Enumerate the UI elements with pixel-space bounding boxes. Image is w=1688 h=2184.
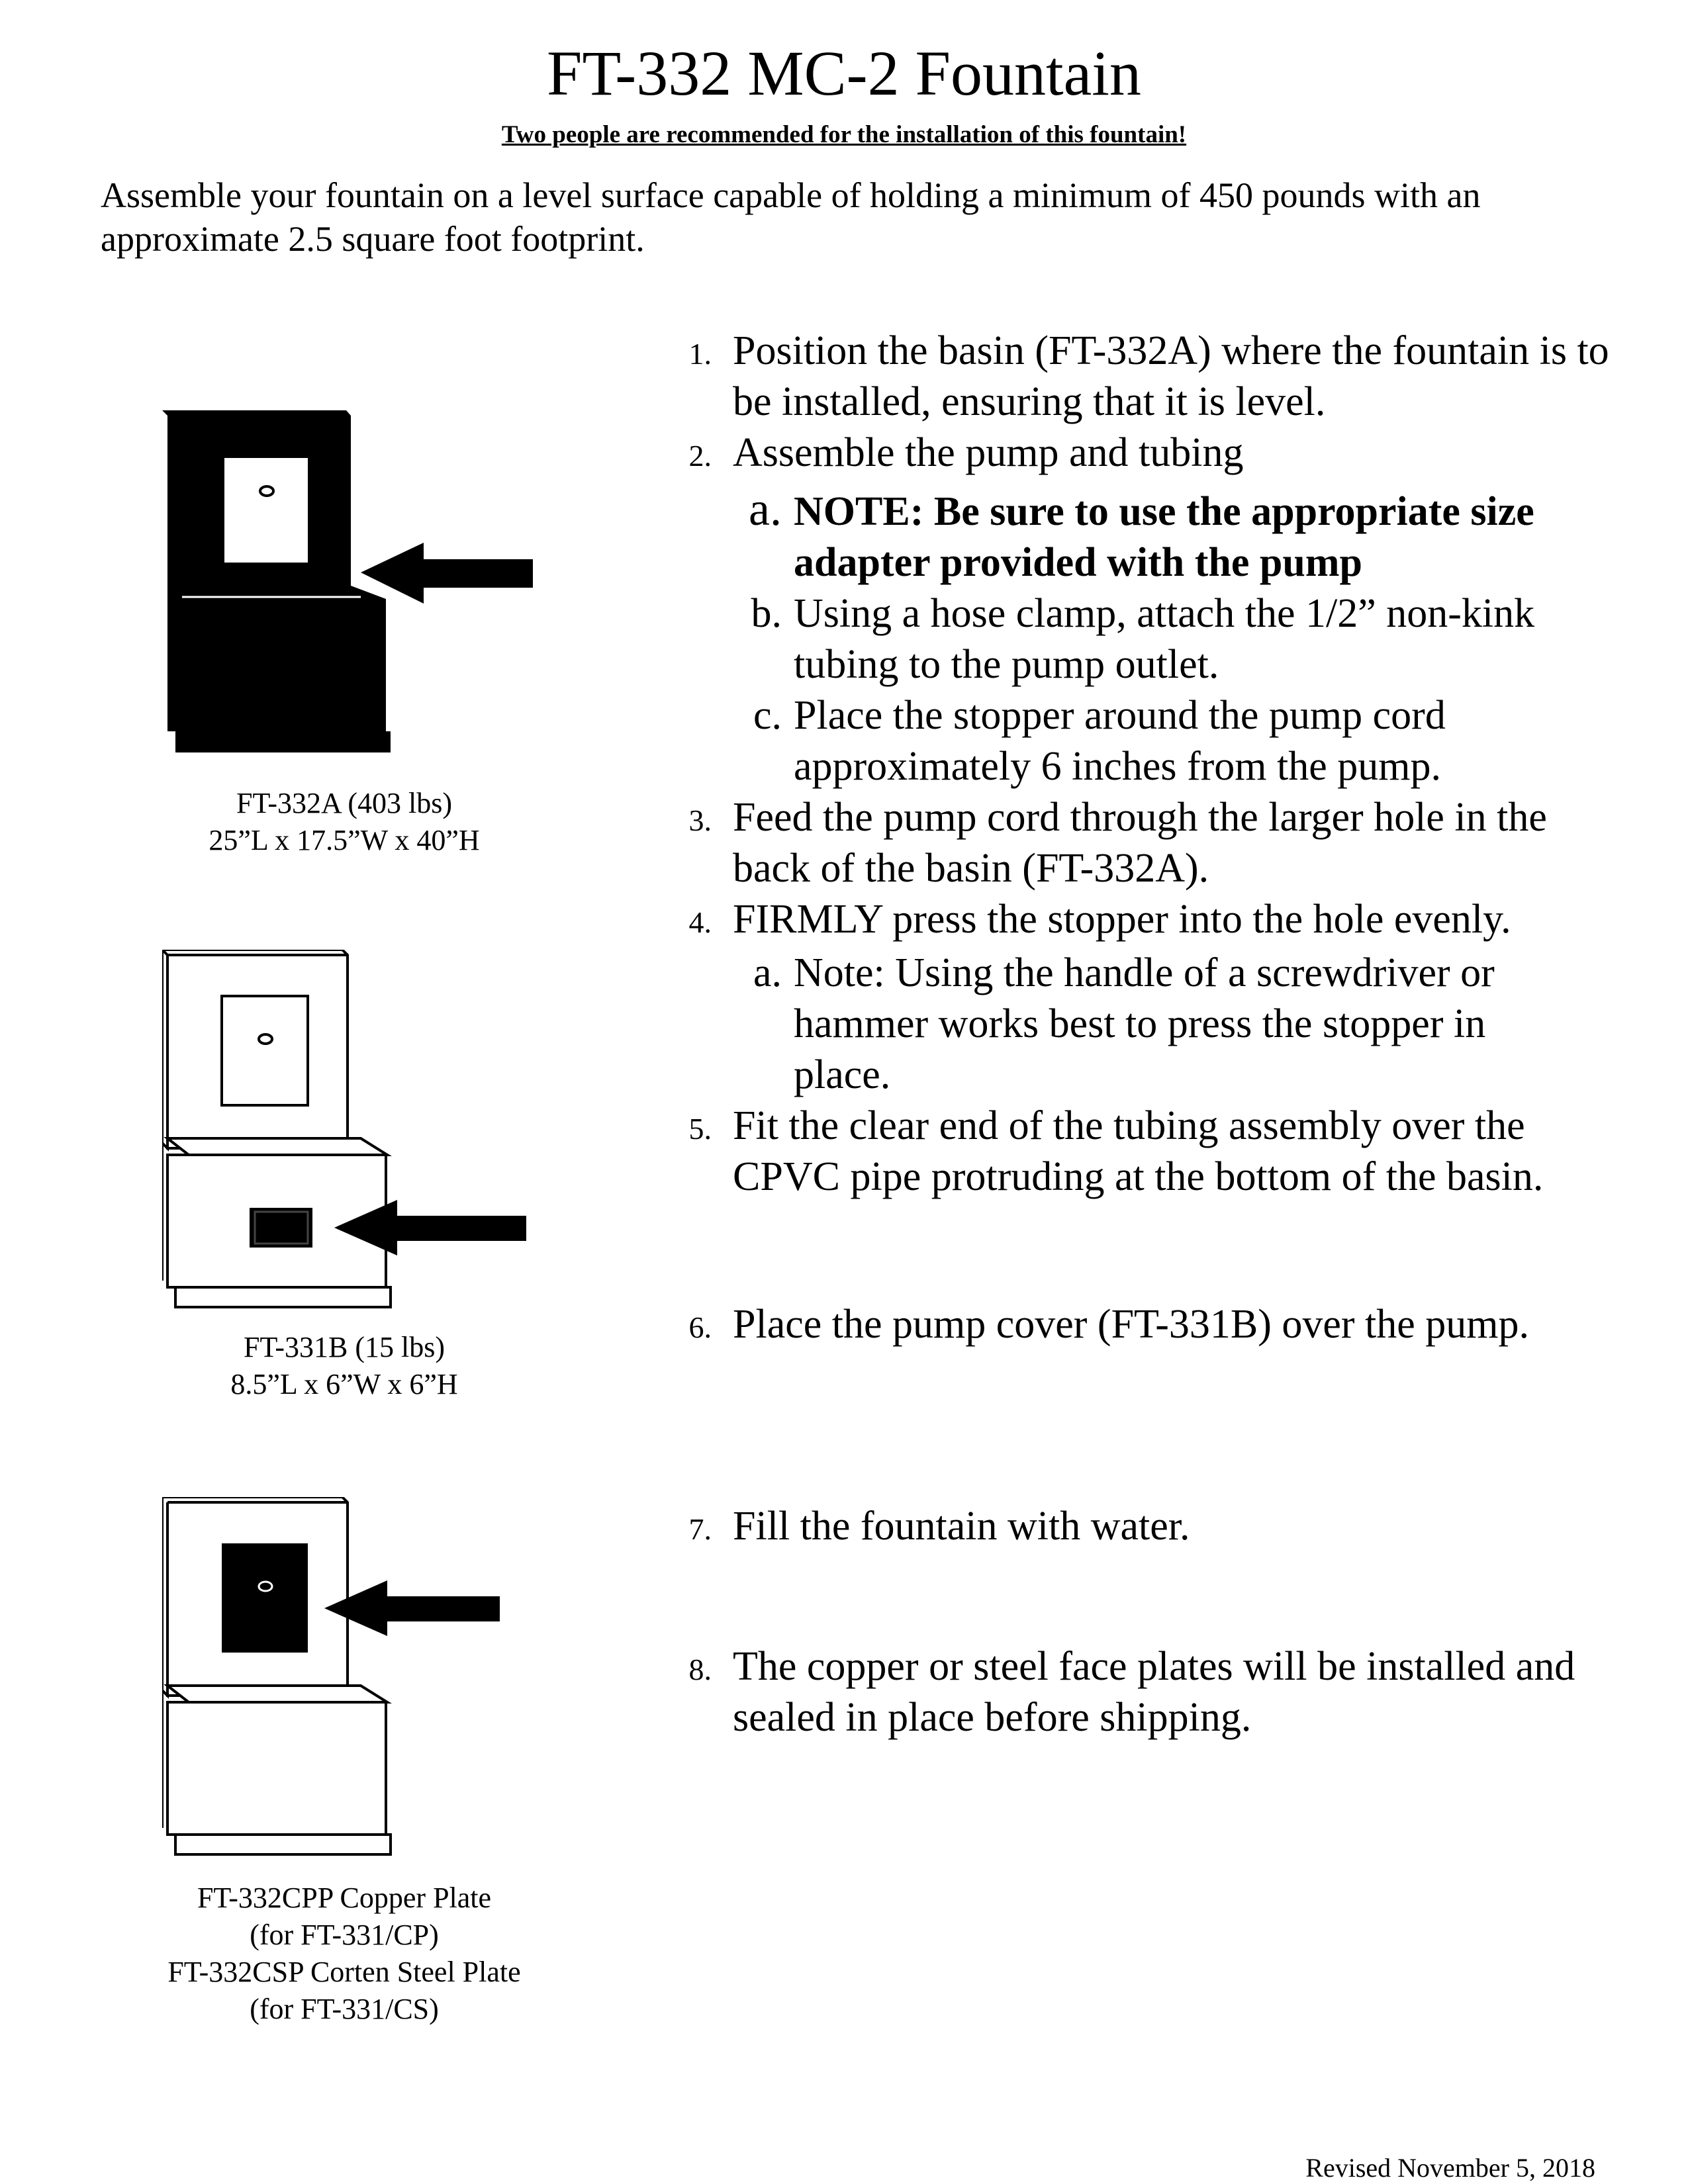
step-4: [659, 894, 1625, 948]
figure2-caption: [152, 1329, 536, 1403]
figure3-caption-line3: FT-332CSP Corten Steel Plate: [167, 1956, 521, 1988]
figure1-caption: [152, 785, 536, 859]
step-6: [659, 1299, 1625, 1353]
step-text: FIRMLY press the stopper into the hole evenly.: [733, 897, 1511, 942]
step-text: Position the basin (FT-332A) where the fountain is to be installed, ensuring that it is level.: [733, 328, 1609, 424]
arrow-icon: [324, 1580, 500, 1636]
step-number: 2.: [688, 439, 712, 473]
fountain-basin-icon: [162, 410, 546, 768]
instruction-list: [659, 326, 1625, 1203]
figure1-caption-line1: FT-332A (403 lbs): [236, 787, 452, 819]
figure2-caption-line2: 8.5”L x 6”W x 6”H: [230, 1368, 458, 1400]
step-7: [659, 1501, 1625, 1555]
revision-date: Revised November 5, 2018: [1305, 2153, 1595, 2183]
substep-text: Note: Using the handle of a screwdriver or hammer works best to press the stopper in place.: [794, 950, 1495, 1097]
figure3-caption: [126, 1880, 563, 2028]
step-8: [659, 1641, 1625, 1743]
page-subtitle: Two people are recommended for the installation of this fountain!: [501, 121, 1187, 148]
figure2-caption-line1: FT-331B (15 lbs): [244, 1331, 445, 1363]
step-text: Fill the fountain with water.: [733, 1504, 1190, 1549]
page-title: FT-332 MC-2 Fountain: [547, 38, 1141, 109]
step-2: [659, 428, 1625, 481]
arrow-icon: [361, 543, 533, 604]
face-plate-icon: [162, 1497, 546, 1868]
substep-label: b.: [751, 591, 782, 636]
step-6-block: [659, 1299, 1625, 1353]
substep-label: a.: [753, 950, 782, 995]
figure3-caption-line4: (for FT-331/CS): [250, 1993, 439, 2025]
figure3-caption-line2: (for FT-331/CP): [250, 1919, 439, 1951]
step-4a: [659, 948, 1625, 1101]
substep-label: a.: [749, 482, 782, 535]
step-text: Feed the pump cord through the larger hole in the back of the basin (FT-332A).: [733, 795, 1547, 891]
pump-cover-icon: [162, 950, 546, 1320]
step-number: 8.: [688, 1653, 712, 1686]
step-number: 3.: [688, 803, 712, 837]
step-5: [659, 1101, 1625, 1203]
figure3-caption-line1: FT-332CPP Copper Plate: [197, 1882, 492, 1914]
step-number: 5.: [688, 1112, 712, 1146]
step-3: [659, 792, 1625, 894]
substep-text: Place the stopper around the pump cord approximately 6 inches from the pump.: [794, 693, 1446, 789]
intro-paragraph: Assemble your fountain on a level surface capable of holding a minimum of 450 pounds with an approximate 2.5 square foot footprint.: [101, 175, 1481, 259]
figure1-caption-line2: 25”L x 17.5”W x 40”H: [209, 824, 480, 856]
step-text: Place the pump cover (FT-331B) over the pump.: [733, 1302, 1530, 1347]
step-number: 6.: [688, 1310, 712, 1344]
step-1: [659, 326, 1625, 428]
step-2a: [659, 481, 1625, 588]
step-number: 7.: [688, 1512, 712, 1546]
substep-label: c.: [753, 693, 782, 738]
step-2b: [659, 588, 1625, 690]
step-7-block: [659, 1501, 1625, 1555]
step-2c: [659, 690, 1625, 792]
step-text: The copper or steel face plates will be installed and sealed in place before shipping.: [733, 1644, 1575, 1740]
substep-text: NOTE: Be sure to use the appropriate size adapter provided with the pump: [794, 489, 1534, 585]
substep-text: Using a hose clamp, attach the 1/2” non-kink tubing to the pump outlet.: [794, 591, 1535, 687]
step-number: 4.: [688, 905, 712, 939]
step-text: Assemble the pump and tubing: [733, 430, 1244, 475]
step-text: Fit the clear end of the tubing assembly over the CPVC pipe protruding at the bottom of the basin.: [733, 1103, 1544, 1199]
step-number: 1.: [688, 337, 712, 371]
step-8-block: [659, 1641, 1625, 1743]
